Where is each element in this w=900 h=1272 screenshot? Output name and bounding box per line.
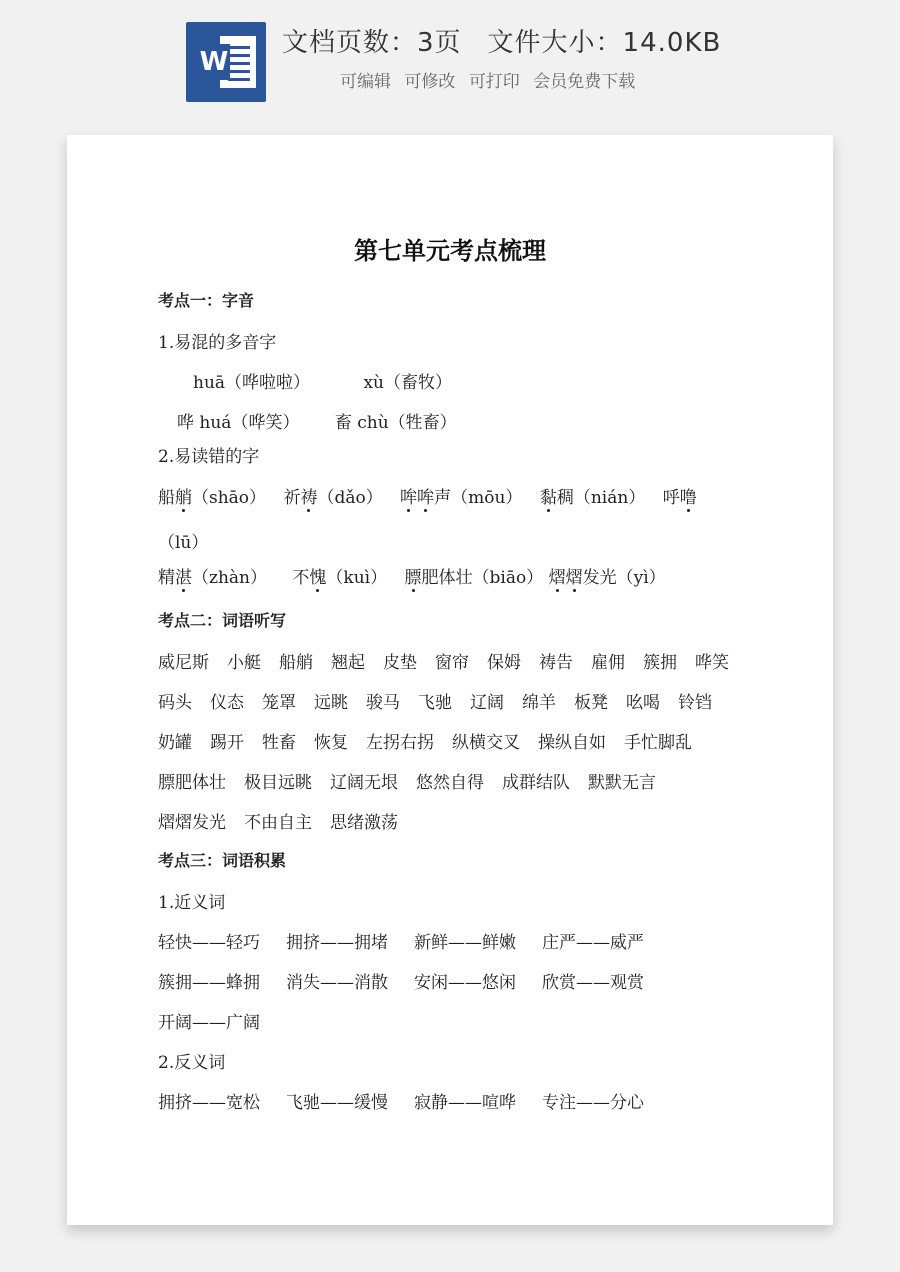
dictation-row: 熠熠发光 不由自主 思绪激荡 (158, 813, 398, 833)
misread-item: 祈祷（dǎo） (283, 488, 383, 508)
dictation-row: 威尼斯 小艇 船艄 翘起 皮垫 窗帘 保姆 祷告 雇佣 簇拥 哗笑 (158, 653, 729, 673)
synonym-row: 轻快——轻巧 拥挤——拥堵 新鲜——鲜嫩 庄严——威严 (158, 933, 644, 953)
document-title: 第七单元考点梳理 (354, 236, 546, 265)
misread-line-2 (158, 563, 666, 588)
synonym-row: 簇拥——蜂拥 消失——消散 安闲——悠闲 欣赏——观赏 (158, 973, 644, 993)
misread-item: 呼噜 (662, 488, 697, 508)
polyphone-char-chu: 畜 (334, 413, 352, 433)
dictation-row: 码头 仪态 笼罩 远眺 骏马 飞驰 辽阔 绵羊 板凳 吆喝 铃铛 (158, 693, 712, 713)
section-3-heading: 考点三：词语积累 (158, 851, 287, 870)
synonym-row: 开阔——广阔 (158, 1013, 260, 1033)
antonym-row: 拥挤——宽松 飞驰——缓慢 寂静——喧哗 专注——分心 (158, 1093, 644, 1113)
file-stats (282, 22, 721, 59)
feature-printable: 可打印 (468, 72, 520, 92)
word-letter-badge: W (198, 44, 230, 80)
misread-item: 船艄（shāo） (158, 488, 267, 508)
polyphone-subheading: 1.易混的多音字 (158, 333, 277, 353)
polyphone-hua2: huá（哗笑） (199, 413, 300, 433)
file-info-header (0, 0, 900, 120)
page-count-label: 文档页数：3页 (282, 28, 462, 58)
misread-line-1-cont: （lū） (158, 533, 209, 553)
polyphone-char-hua: 哗 (177, 413, 194, 433)
section-1-heading: 考点一：字音 (158, 291, 255, 310)
misread-item: 膘肥体壮（biāo） (404, 568, 544, 588)
polyphone-xu: xù（畜牧） (363, 373, 452, 393)
word-document-icon (186, 22, 266, 102)
misread-subheading: 2.易读错的字 (158, 447, 260, 467)
misread-item: 熠熠发光（yì） (548, 568, 666, 588)
misread-item: 哞哞声（mōu） (400, 488, 523, 508)
polyphone-line-1 (193, 368, 452, 393)
misread-item: 黏稠（nián） (539, 488, 646, 508)
dictation-row: 膘肥体壮 极目远眺 辽阔无垠 悠然自得 成群结队 默默无言 (158, 773, 656, 793)
antonyms-subheading: 2.反义词 (158, 1053, 226, 1073)
misread-item: 精湛（zhàn） (158, 568, 267, 588)
synonyms-subheading: 1.近义词 (158, 893, 226, 913)
section-2-heading: 考点二：词语听写 (158, 611, 287, 630)
feature-member-download: 会员免费下载 (533, 72, 636, 92)
misread-item: 不愧（kuì） (292, 568, 388, 588)
file-size-label: 文件大小：14.0KB (487, 28, 722, 58)
dictation-row: 奶罐 踢开 牲畜 恢复 左拐右拐 纵横交叉 操纵自如 手忙脚乱 (158, 733, 692, 753)
document-page (67, 135, 833, 1225)
misread-line-1 (158, 483, 697, 508)
feature-list (340, 67, 643, 92)
polyphone-chu: chù（牲畜） (357, 413, 457, 433)
polyphone-line-2 (177, 408, 457, 433)
polyphone-hua1: huā（哗啦啦） (193, 373, 311, 393)
feature-modifiable: 可修改 (404, 72, 456, 92)
feature-editable: 可编辑 (340, 72, 391, 92)
